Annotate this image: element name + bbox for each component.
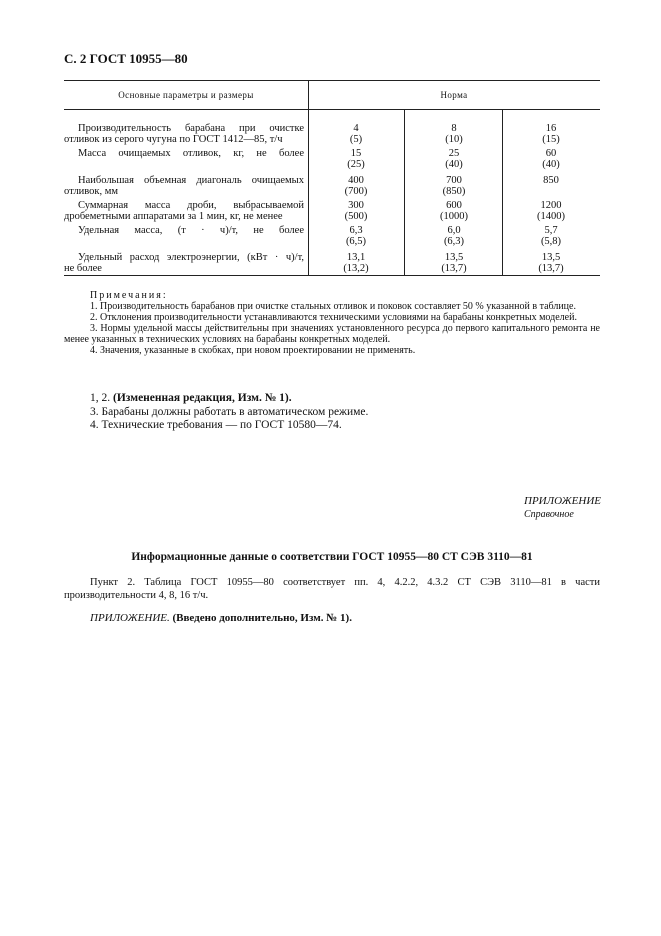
cell-value: 16 (15) (542, 123, 560, 145)
cell-value: 13,5 (13,7) (441, 252, 467, 274)
row-parameter: Масса очищаемых отливок, кг, не более (78, 148, 304, 159)
table-bottom-rule (64, 275, 600, 276)
appendix-subtitle: Справочное (524, 509, 574, 520)
row-parameter: Удельный расход электроэнергии, (кВт · ч)/т, не более (64, 252, 304, 274)
note-item: 1. Производительность барабанов при очистке стальных отливок и поковок составляет 50 % указанной в таблице. (90, 301, 576, 312)
table-header-rule (64, 109, 600, 110)
cell-value: 60 (40) (542, 148, 560, 170)
column-header-parameters: Основные параметры и размеры (118, 90, 254, 100)
table-top-rule (64, 80, 600, 81)
appendix-label (524, 494, 601, 522)
table-divider (404, 109, 405, 275)
table-divider (502, 109, 503, 275)
notes-title: Примечания: (90, 290, 168, 301)
note-item: 2. Отклонения производительности устанавливаются техническими условиями на барабаны конкретных моделей. (90, 312, 577, 323)
cell-value: 300 (500) (344, 200, 368, 222)
parameters-table (64, 80, 600, 275)
note-item: 4. Значения, указанные в скобках, при новом проектировании не применять. (90, 345, 416, 356)
cell-value: 600 (1000) (440, 200, 468, 222)
note-item: 3. Нормы удельной массы действительны при значениях установленного ресурса до первого капитального ремонта не менее указанных в технических условиях на барабаны конкретных моделей. (64, 323, 600, 345)
cell-value: 25 (40) (445, 148, 463, 170)
info-section-body (64, 576, 600, 602)
clauses (64, 392, 600, 433)
appendix-title: ПРИЛОЖЕНИЕ (524, 495, 601, 507)
info-paragraph: Пункт 2. Таблица ГОСТ 10955—80 соответствует пп. 4, 4.2.2, 4.3.2 СТ СЭВ 3110—81 в части производительности 4, 8, 16 т/ч. (64, 577, 600, 601)
row-parameter: Производительность барабана при очистке отливок из серого чугуна по ГОСТ 1412—85, т/ч (64, 123, 304, 145)
row-parameter: Наибольшая объемная диагональ очищаемых отливок, мм (64, 175, 304, 197)
column-header-norm: Норма (440, 90, 468, 100)
page-header: С. 2 ГОСТ 10955—80 (64, 51, 188, 66)
cell-value: 700 (850) (442, 175, 466, 197)
cell-value: 13,5 (13,7) (538, 252, 564, 274)
appendix-footnote: ПРИЛОЖЕНИЕ. (Введено дополнительно, Изм. № 1). (90, 612, 352, 624)
cell-value: 850 (543, 175, 559, 186)
cell-value: 8 (10) (445, 123, 463, 145)
row-parameter: Суммарная масса дроби, выбрасываемой дробеметными аппаратами за 1 мин, кг, не менее (64, 200, 304, 222)
cell-value: 15 (25) (347, 148, 365, 170)
cell-value: 400 (700) (344, 175, 368, 197)
clause-edit-note: 1, 2. (Измененная редакция, Изм. № 1). (90, 392, 292, 404)
cell-value: 4 (5) (349, 123, 363, 145)
cell-value: 5,7 (5,8) (540, 225, 562, 247)
row-parameter: Удельная масса, (т · ч)/т, не более (78, 225, 304, 236)
cell-value: 6,3 (6,5) (345, 225, 367, 247)
cell-value: 1200 (1400) (537, 200, 565, 222)
table-divider (308, 80, 309, 275)
cell-value: 13,1 (13,2) (343, 252, 369, 274)
info-section-title: Информационные данные о соответствии ГОСТ 10955—80 СТ СЭВ 3110—81 (131, 551, 533, 563)
table-notes (64, 290, 600, 356)
clause-4: 4. Технические требования — по ГОСТ 10580—74. (90, 419, 342, 431)
clause-3: 3. Барабаны должны работать в автоматическом режиме. (90, 405, 369, 418)
cell-value: 6,0 (6,3) (443, 225, 465, 247)
